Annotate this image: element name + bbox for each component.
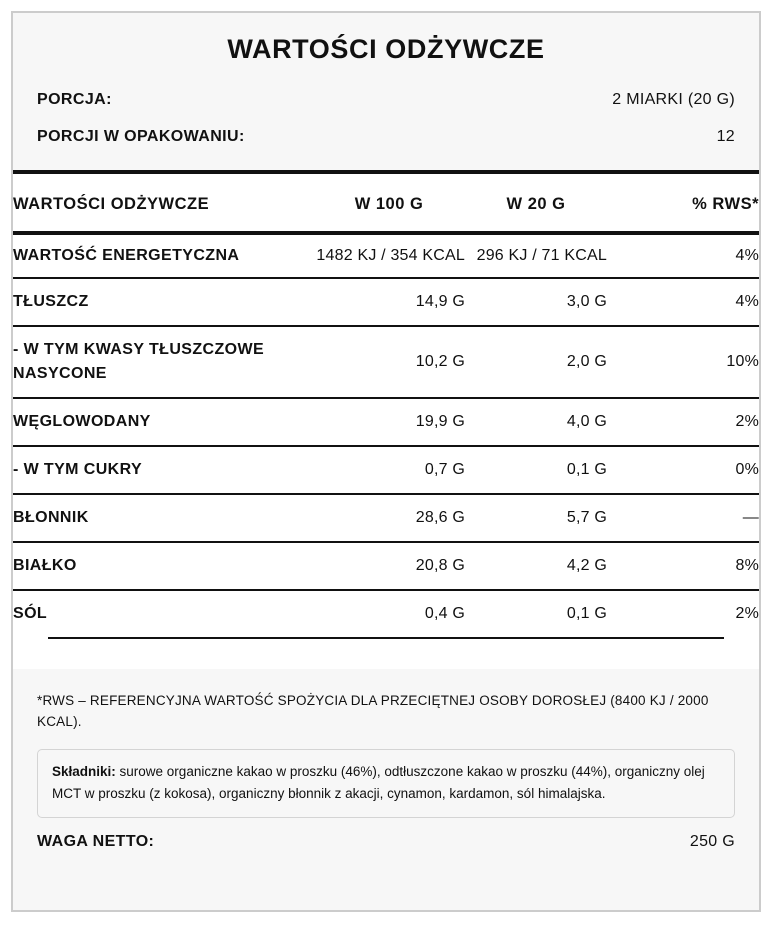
nutrient-name: - W TYM KWASY TŁUSZCZOWE NASYCONE <box>13 326 313 398</box>
nutrient-per-20g: 2,0 G <box>465 326 607 398</box>
table-row <box>13 446 759 494</box>
net-weight-row <box>37 833 735 851</box>
nutrient-per-100g: 20,8 G <box>313 542 465 590</box>
nutrient-per-100g: 10,2 G <box>313 326 465 398</box>
nutrient-per-20g: 4,0 G <box>465 398 607 446</box>
nutrient-per-100g: 1482 KJ / 354 KCAL <box>316 246 465 264</box>
table-row <box>13 278 759 326</box>
table-row <box>13 326 759 398</box>
column-header-rws: % RWS* <box>692 194 759 213</box>
nutrient-name: SÓL <box>13 590 313 637</box>
table-row <box>13 235 759 279</box>
ingredients-box <box>37 749 735 818</box>
nutrient-per-20g: 296 KJ / 71 KCAL <box>476 246 607 264</box>
nutrient-rws: 2% <box>607 398 759 446</box>
nutrient-per-100g: 19,9 G <box>313 398 465 446</box>
column-header-nutrient: WARTOŚCI ODŻYWCZE <box>13 194 210 213</box>
serving-section-spacer <box>13 146 759 170</box>
nutrient-per-100g: 28,6 G <box>313 494 465 542</box>
nutrient-per-100g: 0,4 G <box>313 590 465 637</box>
serving-label-porcja: PORCJA: <box>37 90 112 108</box>
nutrition-table-body <box>13 235 759 638</box>
nutrient-name: BIAŁKO <box>13 542 313 590</box>
table-row <box>13 494 759 542</box>
table-row <box>13 590 759 637</box>
nutrient-rws: 4% <box>735 247 759 265</box>
column-header-per-100g: W 100 G <box>354 194 424 213</box>
nutrient-per-20g: 3,0 G <box>465 278 607 326</box>
footer-section <box>13 669 759 851</box>
serving-row-porcji-w-opakowaniu <box>37 128 735 146</box>
nutrient-rws: — <box>607 494 759 542</box>
nutrient-name: BŁONNIK <box>13 494 313 542</box>
serving-row-porcja <box>37 91 735 109</box>
ingredients-list: surowe organiczne kakao w proszku (46%), odtłuszczone kakao w proszku (44%), organiczny olej MCT w proszku (z kokosa), organiczny błonnik z akacji, cynamon, kardamon, sól himalajska. <box>52 764 705 802</box>
nutrition-table-head <box>13 174 759 231</box>
table-row <box>13 542 759 590</box>
nutrient-name: WĘGLOWODANY <box>13 398 313 446</box>
serving-label-porcji-w-opakowaniu: PORCJI W OPAKOWANIU: <box>37 127 245 145</box>
table-row <box>13 398 759 446</box>
nutrient-per-20g: 0,1 G <box>465 446 607 494</box>
net-weight-label: WAGA NETTO: <box>37 833 155 851</box>
nutrient-rws: 0% <box>607 446 759 494</box>
table-bottom-padding <box>13 639 759 669</box>
nutrient-per-20g: 4,2 G <box>465 542 607 590</box>
nutrition-table-body-section <box>13 235 759 670</box>
ingredients-label: Składniki: <box>52 764 116 780</box>
page-title: WARTOŚCI ODŻYWCZE <box>227 34 545 64</box>
nutrient-name: TŁUSZCZ <box>13 278 313 326</box>
serving-section <box>13 13 759 146</box>
nutrient-rws: 8% <box>607 542 759 590</box>
rws-footnote: *RWS – REFERENCYJNA WARTOŚĆ SPOŻYCIA DLA PRZECIĘTNEJ OSOBY DOROSŁEJ (8400 KJ / 2000 KCAL). <box>37 693 709 730</box>
nutrient-rws: 10% <box>607 326 759 398</box>
nutrient-rws: 4% <box>607 278 759 326</box>
nutrient-name: WARTOŚĆ ENERGETYCZNA <box>13 246 240 264</box>
nutrient-per-20g: 0,1 G <box>465 590 607 637</box>
nutrition-table-rows <box>13 235 759 638</box>
nutrient-per-100g: 0,7 G <box>313 446 465 494</box>
ingredients-text <box>52 761 720 805</box>
serving-value-porcji-w-opakowaniu: 12 <box>716 127 735 145</box>
column-header-per-20g: W 20 G <box>506 194 566 213</box>
nutrition-table-section <box>13 174 759 231</box>
net-weight-value: 250 G <box>689 833 735 851</box>
nutrient-name: - W TYM CUKRY <box>13 446 313 494</box>
serving-value-porcja: 2 MIARKI (20 G) <box>612 90 735 108</box>
table-header-row <box>13 174 759 231</box>
nutrient-per-20g: 5,7 G <box>465 494 607 542</box>
nutrition-table <box>13 174 759 231</box>
nutrient-per-100g: 14,9 G <box>313 278 465 326</box>
nutrition-facts-card <box>11 11 761 912</box>
nutrient-rws: 2% <box>607 590 759 637</box>
